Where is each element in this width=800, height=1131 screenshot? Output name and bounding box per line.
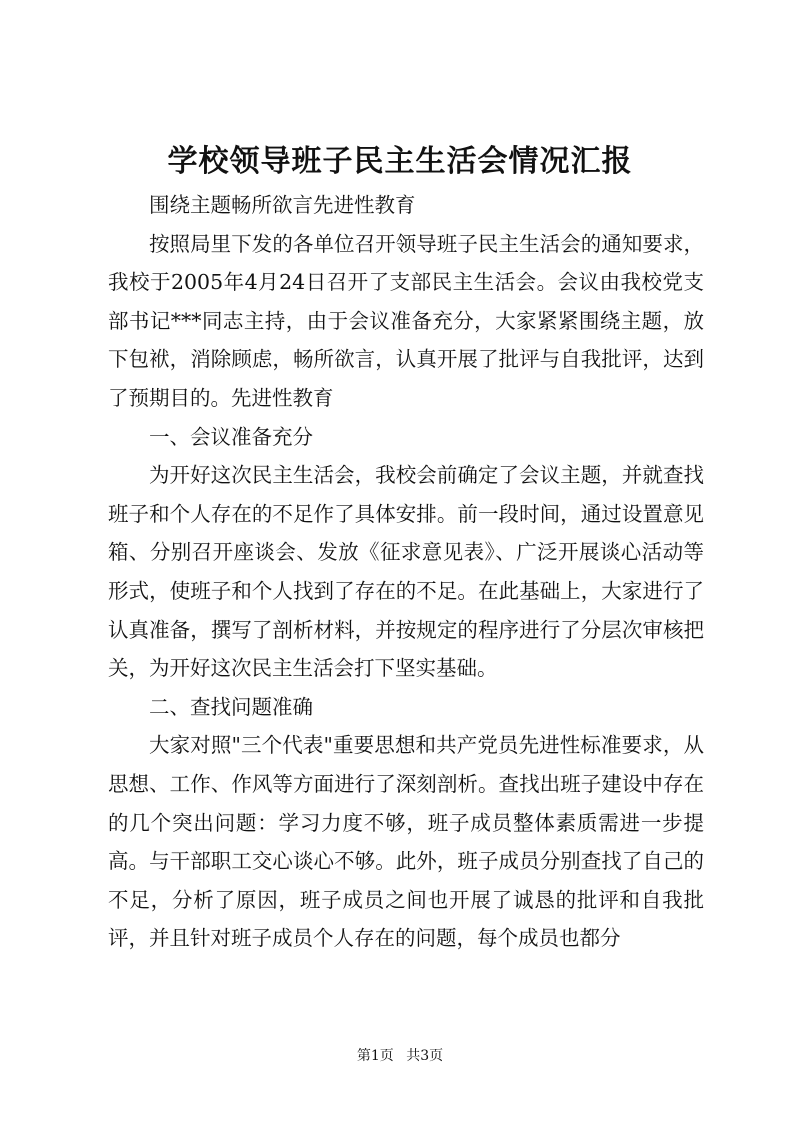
page-total: 共3页 [406, 1048, 444, 1064]
document-body [108, 186, 704, 958]
section-heading-1: 一、会议准备充分 [149, 424, 313, 449]
page-number: 第1页 [356, 1048, 394, 1064]
document-title: 学校领导班子民主生活会情况汇报 [167, 144, 633, 179]
paragraph-subtitle: 围绕主题畅所欲言先进性教育 [149, 193, 416, 217]
paragraph-section-2: 大家对照"三个代表"重要思想和共产党员先进性标准要求，从思想、工作、作风等方面进行了深刻剖析。查找出班子建设中存在的几个突出问题：学习力度不够，班子成员整体素质需进一步提高。与干部职工交心谈心不够。此外，班子成员分别查找了自己的不足，分析了原因，班子成员之间也开展了诚恳的批评和自我批评，并且针对班子成员个人存在的问题，每个成员也都分 [108, 733, 704, 951]
section-heading-2: 二、查找问题准确 [149, 694, 313, 719]
paragraph-intro: 按照局里下发的各单位召开领导班子民主生活会的通知要求，我校于2005年4月24日召开了支部民主生活会。会议由我校党支部书记***同志主持，由于会议准备充分，大家紧紧围绕主题，放下包袱，消除顾虑，畅所欲言，认真开展了批评与自我批评，达到了预期目的。先进性教育 [108, 231, 704, 410]
page-footer [0, 1046, 800, 1066]
paragraph-section-1: 为开好这次民主生活会，我校会前确定了会议主题，并就查找班子和个人存在的不足作了具体安排。前一段时间，通过设置意见箱、分别召开座谈会、发放《征求意见表》、广泛开展谈心活动等形式，使班子和个人找到了存在的不足。在此基础上，大家进行了认真准备，撰写了剖析材料，并按规定的程序进行了分层次审核把关，为开好这次民主生活会打下坚实基础。 [108, 463, 704, 681]
